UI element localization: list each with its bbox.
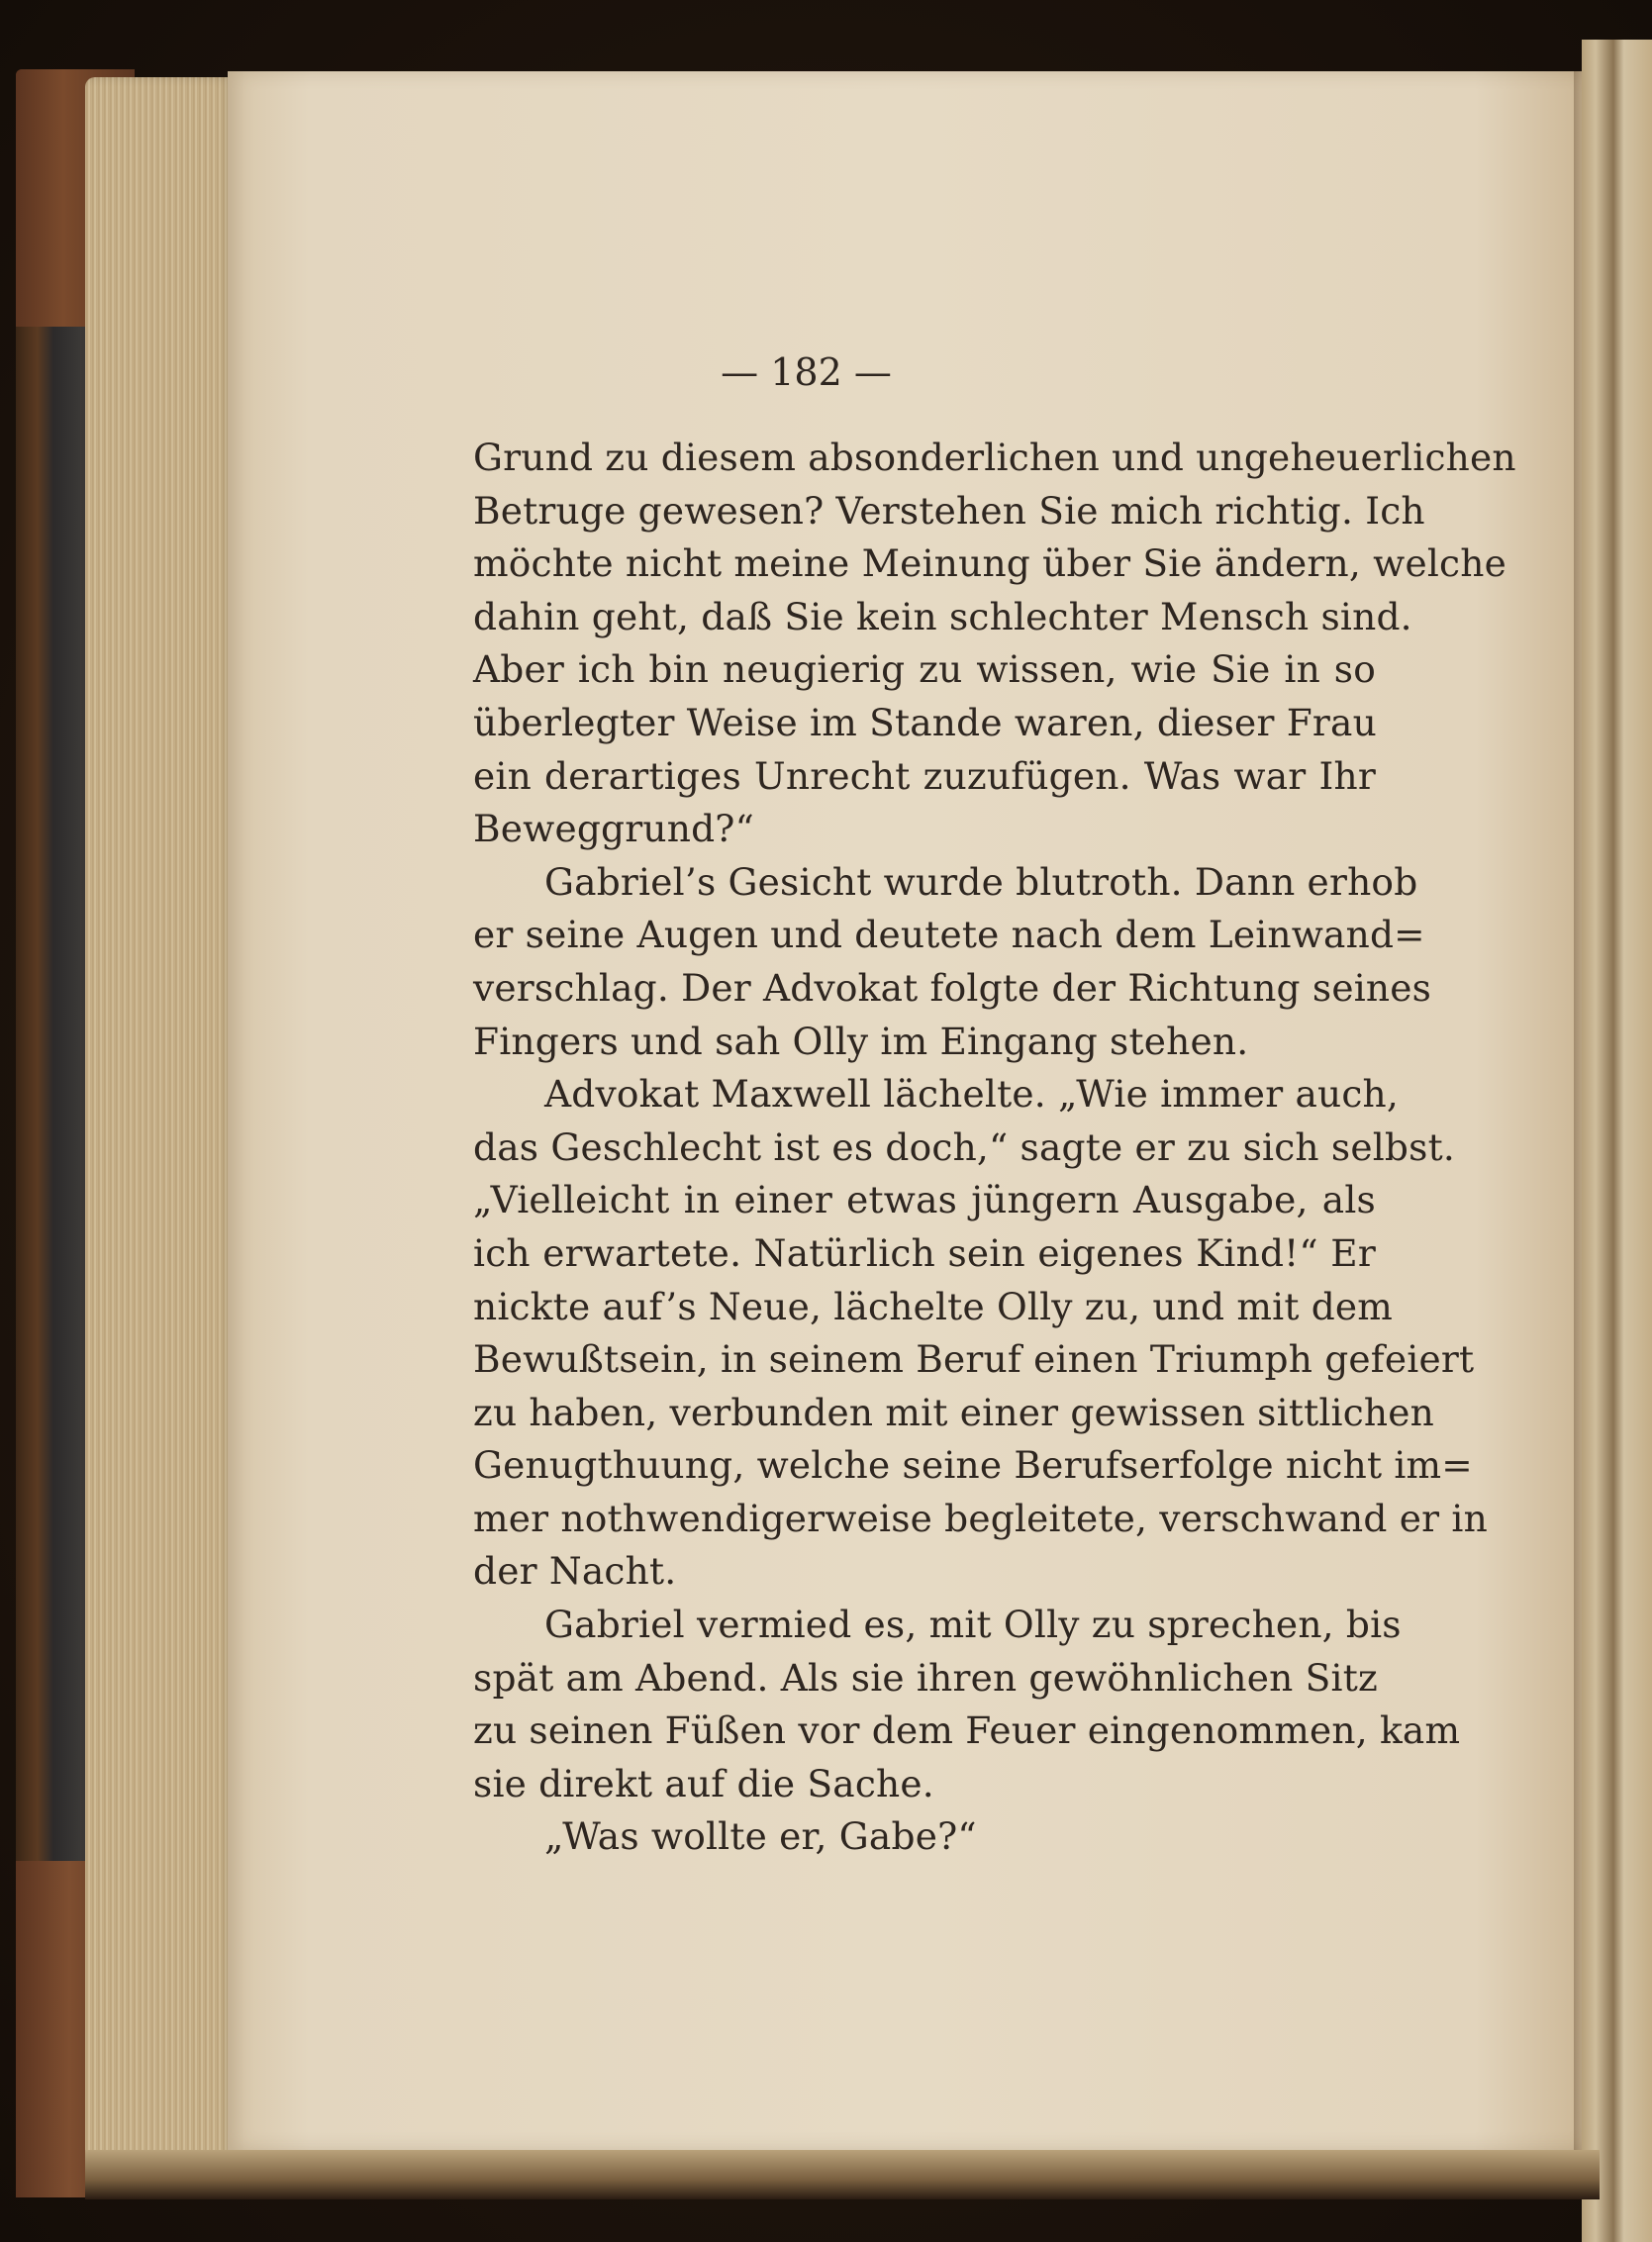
- text-line: spät am Abend. Als sie ihren gewöhnlichen Sitz: [473, 1655, 1378, 1700]
- page-bottom-edge: [85, 2150, 1600, 2199]
- text-line: Aber ich bin neugierig zu wissen, wie Sie in so: [473, 647, 1376, 692]
- text-line: Fingers und sah Olly im Eingang stehen.: [473, 1019, 1249, 1063]
- text-line: überlegter Weise im Stande waren, dieser Frau: [473, 700, 1377, 744]
- text-line: Gabriel’s Gesicht wurde blutroth. Dann erhob: [544, 859, 1418, 904]
- text-line: Genugthuung, welche seine Berufserfolge nicht im=: [473, 1443, 1473, 1488]
- text-line: Grund zu diesem absonderlichen und ungeheuerlichen: [473, 436, 1516, 479]
- text-line: ich erwartete. Natürlich sein eigenes Kind!“ Er: [473, 1230, 1376, 1275]
- text-line: mer nothwendigerweise begleitete, verschwand er in: [473, 1496, 1488, 1540]
- text-line: Gabriel vermied es, mit Olly zu sprechen, bis: [544, 1603, 1402, 1647]
- text-line: dahin geht, daß Sie kein schlechter Mensch sind.: [473, 594, 1412, 638]
- text-line: Beweggrund?“: [473, 807, 754, 851]
- text-line: ein derartiges Unrecht zuzufügen. Was war Ihr: [473, 753, 1376, 798]
- page-number: [0, 348, 1652, 396]
- body-text: [473, 432, 1516, 1864]
- text-line: möchte nicht meine Meinung über Sie ändern, welche: [473, 541, 1506, 586]
- text-line: Betruge gewesen? Verstehen Sie mich richtig. Ich: [473, 488, 1425, 533]
- text-line: „Was wollte er, Gabe?“: [544, 1814, 977, 1859]
- text-line: er seine Augen und deutete nach dem Leinwand=: [473, 913, 1425, 957]
- text-line: der Nacht.: [473, 1549, 677, 1594]
- text-line: Bewußtsein, in seinem Beruf einen Triumph gefeiert: [473, 1337, 1475, 1382]
- text-line: zu haben, verbunden mit einer gewissen sittlichen: [473, 1390, 1435, 1434]
- page-number-text: — 182 —: [721, 350, 892, 394]
- text-line: „Vielleicht in einer etwas jüngern Ausgabe, als: [473, 1178, 1376, 1222]
- text-line: zu seinen Füßen vor dem Feuer eingenommen, kam: [473, 1708, 1461, 1753]
- text-line: nickte auf’s Neue, lächelte Olly zu, und mit dem: [473, 1284, 1394, 1328]
- text-line: verschlag. Der Advokat folgte der Richtung seines: [473, 965, 1432, 1010]
- text-line: Advokat Maxwell lächelte. „Wie immer auch,: [544, 1072, 1400, 1117]
- text-line: das Geschlecht ist es doch,“ sagte er zu sich selbst.: [473, 1124, 1455, 1169]
- text-line: sie direkt auf die Sache.: [473, 1761, 934, 1805]
